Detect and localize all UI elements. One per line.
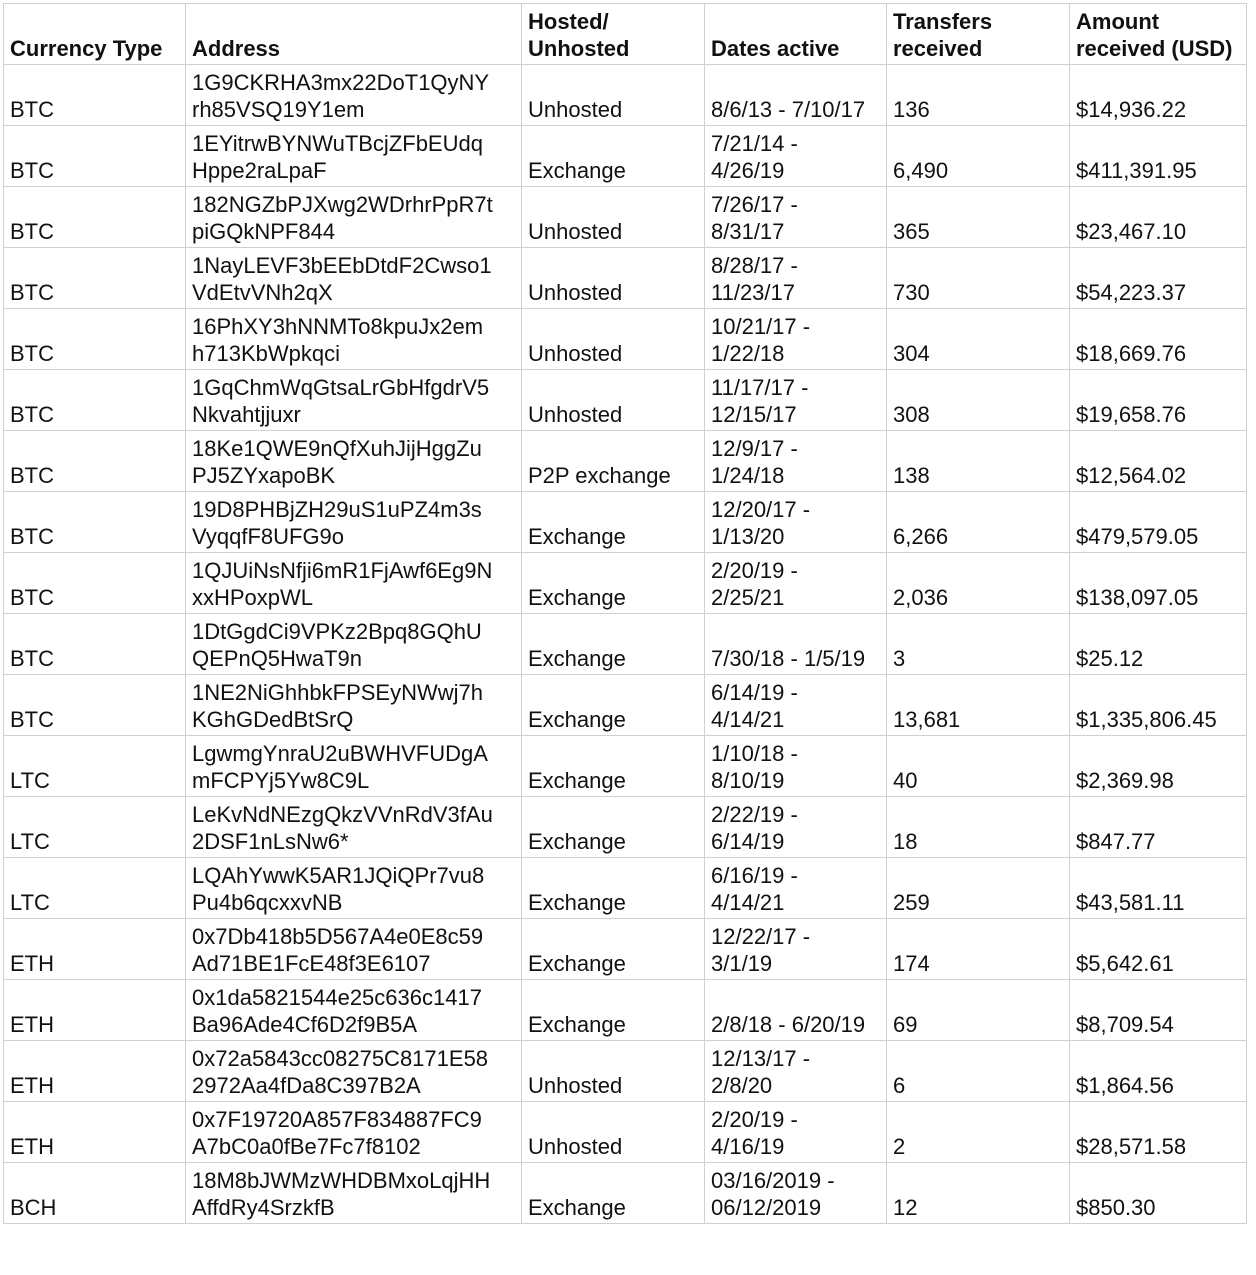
cell-hosted-unhosted: Unhosted xyxy=(522,370,705,431)
cell-amount-received: $43,581.11 xyxy=(1070,858,1247,919)
cell-dates-active: 2/20/19 - 2/25/21 xyxy=(705,553,887,614)
cell-amount-received: $5,642.61 xyxy=(1070,919,1247,980)
cell-currency-type: BTC xyxy=(4,675,186,736)
cell-transfers-received: 13,681 xyxy=(887,675,1070,736)
cell-hosted-unhosted: Unhosted xyxy=(522,1102,705,1163)
cell-currency-type: LTC xyxy=(4,736,186,797)
cell-address: LQAhYwwK5AR1JQiQPr7vu8 Pu4b6qcxxvNB xyxy=(186,858,522,919)
cell-hosted-unhosted: Exchange xyxy=(522,553,705,614)
cell-currency-type: BTC xyxy=(4,309,186,370)
cell-currency-type: ETH xyxy=(4,919,186,980)
cell-address: 1QJUiNsNfji6mR1FjAwf6Eg9N xxHPoxpWL xyxy=(186,553,522,614)
cell-address: 1GqChmWqGtsaLrGbHfgdrV5 Nkvahtjjuxr xyxy=(186,370,522,431)
cell-address: 18M8bJWMzWHDBMxoLqjHH AffdRy4SrzkfB xyxy=(186,1163,522,1224)
table-row xyxy=(4,248,1247,309)
cell-address: 1NE2NiGhhbkFPSEyNWwj7h KGhGDedBtSrQ xyxy=(186,675,522,736)
header-address: Address xyxy=(186,4,522,65)
cell-amount-received: $2,369.98 xyxy=(1070,736,1247,797)
cell-hosted-unhosted: Unhosted xyxy=(522,187,705,248)
cell-amount-received: $411,391.95 xyxy=(1070,126,1247,187)
cell-currency-type: ETH xyxy=(4,1102,186,1163)
cell-dates-active: 12/22/17 - 3/1/19 xyxy=(705,919,887,980)
cell-currency-type: BTC xyxy=(4,492,186,553)
cell-hosted-unhosted: Exchange xyxy=(522,126,705,187)
cell-currency-type: BTC xyxy=(4,248,186,309)
cell-transfers-received: 259 xyxy=(887,858,1070,919)
cell-transfers-received: 6,490 xyxy=(887,126,1070,187)
header-currency-type: Currency Type xyxy=(4,4,186,65)
cell-currency-type: ETH xyxy=(4,980,186,1041)
table-row xyxy=(4,797,1247,858)
table-row xyxy=(4,675,1247,736)
cell-currency-type: BTC xyxy=(4,65,186,126)
cell-amount-received: $847.77 xyxy=(1070,797,1247,858)
cell-transfers-received: 6,266 xyxy=(887,492,1070,553)
cell-dates-active: 7/21/14 - 4/26/19 xyxy=(705,126,887,187)
cell-hosted-unhosted: Exchange xyxy=(522,797,705,858)
table-row xyxy=(4,614,1247,675)
table-row xyxy=(4,431,1247,492)
cell-address: 182NGZbPJXwg2WDrhrPpR7t piGQkNPF844 xyxy=(186,187,522,248)
cell-transfers-received: 138 xyxy=(887,431,1070,492)
cell-amount-received: $1,864.56 xyxy=(1070,1041,1247,1102)
cell-address: 1DtGgdCi9VPKz2Bpq8GQhU QEPnQ5HwaT9n xyxy=(186,614,522,675)
cell-address: 19D8PHBjZH29uS1uPZ4m3s VyqqfF8UFG9o xyxy=(186,492,522,553)
cell-transfers-received: 304 xyxy=(887,309,1070,370)
cell-amount-received: $12,564.02 xyxy=(1070,431,1247,492)
cell-amount-received: $1,335,806.45 xyxy=(1070,675,1247,736)
cell-hosted-unhosted: Unhosted xyxy=(522,309,705,370)
cell-hosted-unhosted: Exchange xyxy=(522,919,705,980)
cell-transfers-received: 174 xyxy=(887,919,1070,980)
cell-amount-received: $23,467.10 xyxy=(1070,187,1247,248)
cell-currency-type: BTC xyxy=(4,187,186,248)
cell-dates-active: 12/20/17 - 1/13/20 xyxy=(705,492,887,553)
cell-address: 1EYitrwBYNWuTBcjZFbEUdq Hppe2raLpaF xyxy=(186,126,522,187)
cell-hosted-unhosted: P2P exchange xyxy=(522,431,705,492)
cell-transfers-received: 365 xyxy=(887,187,1070,248)
table-row xyxy=(4,858,1247,919)
cell-dates-active: 12/9/17 - 1/24/18 xyxy=(705,431,887,492)
cell-dates-active: 10/21/17 - 1/22/18 xyxy=(705,309,887,370)
cell-hosted-unhosted: Exchange xyxy=(522,858,705,919)
cell-hosted-unhosted: Exchange xyxy=(522,492,705,553)
cell-dates-active: 2/8/18 - 6/20/19 xyxy=(705,980,887,1041)
table-row xyxy=(4,65,1247,126)
cell-transfers-received: 12 xyxy=(887,1163,1070,1224)
table-row xyxy=(4,126,1247,187)
cell-amount-received: $850.30 xyxy=(1070,1163,1247,1224)
cell-amount-received: $14,936.22 xyxy=(1070,65,1247,126)
cell-hosted-unhosted: Exchange xyxy=(522,675,705,736)
cell-currency-type: LTC xyxy=(4,797,186,858)
table-row xyxy=(4,1102,1247,1163)
table-row xyxy=(4,1163,1247,1224)
cell-address: 16PhXY3hNNMTo8kpuJx2em h713KbWpkqci xyxy=(186,309,522,370)
cell-amount-received: $8,709.54 xyxy=(1070,980,1247,1041)
cell-currency-type: BTC xyxy=(4,370,186,431)
table-row xyxy=(4,980,1247,1041)
cell-address: 0x7Db418b5D567A4e0E8c59 Ad71BE1FcE48f3E6107 xyxy=(186,919,522,980)
cell-transfers-received: 308 xyxy=(887,370,1070,431)
cell-address: 1NayLEVF3bEEbDtdF2Cwso1 VdEtvVNh2qX xyxy=(186,248,522,309)
cell-dates-active: 12/13/17 - 2/8/20 xyxy=(705,1041,887,1102)
table-row xyxy=(4,187,1247,248)
cell-currency-type: BTC xyxy=(4,431,186,492)
cell-transfers-received: 136 xyxy=(887,65,1070,126)
cell-dates-active: 8/28/17 - 11/23/17 xyxy=(705,248,887,309)
header-transfers-received: Transfers received xyxy=(887,4,1070,65)
table-header-row xyxy=(4,4,1247,65)
cell-currency-type: ETH xyxy=(4,1041,186,1102)
cell-currency-type: BCH xyxy=(4,1163,186,1224)
table-body xyxy=(4,65,1247,1224)
cell-amount-received: $138,097.05 xyxy=(1070,553,1247,614)
cell-amount-received: $19,658.76 xyxy=(1070,370,1247,431)
cell-dates-active: 1/10/18 - 8/10/19 xyxy=(705,736,887,797)
table-row xyxy=(4,492,1247,553)
cell-dates-active: 7/26/17 - 8/31/17 xyxy=(705,187,887,248)
cell-transfers-received: 18 xyxy=(887,797,1070,858)
cell-currency-type: BTC xyxy=(4,614,186,675)
cell-address: 18Ke1QWE9nQfXuhJijHggZu PJ5ZYxapoBK xyxy=(186,431,522,492)
cell-dates-active: 7/30/18 - 1/5/19 xyxy=(705,614,887,675)
cell-address: 1G9CKRHA3mx22DoT1QyNY rh85VSQ19Y1em xyxy=(186,65,522,126)
cell-currency-type: BTC xyxy=(4,553,186,614)
crypto-addresses-table xyxy=(3,3,1247,1224)
cell-transfers-received: 2 xyxy=(887,1102,1070,1163)
table-row xyxy=(4,736,1247,797)
table-row xyxy=(4,919,1247,980)
cell-dates-active: 2/20/19 - 4/16/19 xyxy=(705,1102,887,1163)
cell-address: 0x7F19720A857F834887FC9 A7bC0a0fBe7Fc7f8102 xyxy=(186,1102,522,1163)
cell-amount-received: $479,579.05 xyxy=(1070,492,1247,553)
cell-transfers-received: 3 xyxy=(887,614,1070,675)
cell-amount-received: $18,669.76 xyxy=(1070,309,1247,370)
cell-amount-received: $25.12 xyxy=(1070,614,1247,675)
cell-dates-active: 8/6/13 - 7/10/17 xyxy=(705,65,887,126)
cell-currency-type: BTC xyxy=(4,126,186,187)
cell-hosted-unhosted: Unhosted xyxy=(522,65,705,126)
table-row xyxy=(4,309,1247,370)
cell-transfers-received: 40 xyxy=(887,736,1070,797)
cell-transfers-received: 2,036 xyxy=(887,553,1070,614)
cell-dates-active: 2/22/19 - 6/14/19 xyxy=(705,797,887,858)
cell-address: LgwmgYnraU2uBWHVFUDgA mFCPYj5Yw8C9L xyxy=(186,736,522,797)
cell-currency-type: LTC xyxy=(4,858,186,919)
cell-amount-received: $28,571.58 xyxy=(1070,1102,1247,1163)
cell-dates-active: 6/16/19 - 4/14/21 xyxy=(705,858,887,919)
cell-transfers-received: 69 xyxy=(887,980,1070,1041)
cell-transfers-received: 730 xyxy=(887,248,1070,309)
cell-transfers-received: 6 xyxy=(887,1041,1070,1102)
cell-dates-active: 11/17/17 - 12/15/17 xyxy=(705,370,887,431)
cell-hosted-unhosted: Exchange xyxy=(522,736,705,797)
cell-dates-active: 03/16/2019 - 06/12/2019 xyxy=(705,1163,887,1224)
header-amount-received: Amount received (USD) xyxy=(1070,4,1247,65)
cell-hosted-unhosted: Unhosted xyxy=(522,1041,705,1102)
table-row xyxy=(4,553,1247,614)
cell-hosted-unhosted: Exchange xyxy=(522,980,705,1041)
cell-hosted-unhosted: Exchange xyxy=(522,1163,705,1224)
cell-amount-received: $54,223.37 xyxy=(1070,248,1247,309)
cell-address: LeKvNdNEzgQkzVVnRdV3fAu 2DSF1nLsNw6* xyxy=(186,797,522,858)
cell-dates-active: 6/14/19 - 4/14/21 xyxy=(705,675,887,736)
header-hosted-unhosted: Hosted/ Unhosted xyxy=(522,4,705,65)
header-dates-active: Dates active xyxy=(705,4,887,65)
cell-address: 0x1da5821544e25c636c1417 Ba96Ade4Cf6D2f9B5A xyxy=(186,980,522,1041)
cell-hosted-unhosted: Unhosted xyxy=(522,248,705,309)
table-row xyxy=(4,370,1247,431)
table-row xyxy=(4,1041,1247,1102)
cell-hosted-unhosted: Exchange xyxy=(522,614,705,675)
cell-address: 0x72a5843cc08275C8171E58 2972Aa4fDa8C397B2A xyxy=(186,1041,522,1102)
